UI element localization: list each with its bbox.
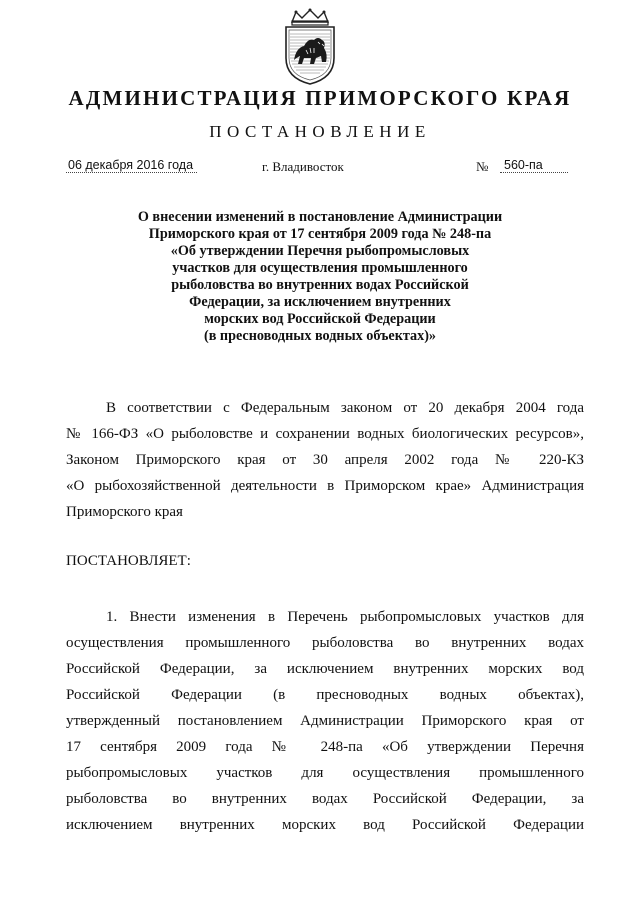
document-city: г. Владивосток [262,159,344,174]
paragraph-line: рыбопромысловых участков для осуществления промышленного [66,765,584,781]
paragraph-line: Приморского края [66,504,183,520]
paragraph-line: Законом Приморского края от 30 апреля 2002 года № 220-КЗ [66,452,584,468]
heading-line: (в пресноводных водных объектах)» [203,328,437,344]
heading-line: «Об утверждении Перечня рыбопромысловых [170,243,470,259]
heading-line: Приморского края от 17 сентября 2009 года № 248-па [148,226,492,242]
document-meta [0,158,640,180]
paragraph-line: утвержденный постановлением Администрации Приморского края от [66,713,584,729]
paragraph-line: № 166-ФЗ «О рыболовстве и сохранении водных биологических ресурсов», [66,426,584,442]
paragraph-line: В соответствии с Федеральным законом от 20 декабря 2004 года [106,400,584,416]
paragraph-line: Российской Федерации, за исключением внутренних морских вод [66,661,584,677]
document-heading [120,209,520,345]
resolves-heading: ПОСТАНОВЛЯЕТ: [66,553,191,569]
heading-line: О внесении изменений в постановление Администрации [137,209,503,225]
paragraph-line: 17 сентября 2009 года № 248-па «Об утверждении Перечня [66,739,584,755]
paragraph-line: осуществления промышленного рыболовства во внутренних водах [66,635,584,651]
paragraph-line: рыболовства во внутренних водах Российской Федерации, за [66,791,584,807]
paragraph-line: «О рыбохозяйственной деятельности в Приморском крае» Администрация [66,478,584,494]
paragraph-line: 1. Внести изменения в Перечень рыбопромысловых участков для [106,609,584,625]
organization-title: АДМИНИСТРАЦИЯ ПРИМОРСКОГО КРАЯ [68,86,572,110]
item-1-paragraph [66,604,584,838]
document-type: ПОСТАНОВЛЕНИЕ [209,122,431,141]
heading-line: рыболовства во внутренних водах Российской [171,277,469,293]
number-sign: № [476,159,489,174]
heading-line: участков для осуществления промышленного [172,260,468,276]
document-number: 560-па [500,158,568,173]
document-date: 06 декабря 2016 года [66,158,197,173]
paragraph-line: Российской Федерации (в пресноводных водных объектах), [66,687,584,703]
heading-line: морских вод Российской Федерации [204,311,436,327]
paragraph-line: исключением внутренних морских вод Российской Федерации [66,817,584,833]
heading-line: Федерации, за исключением внутренних [189,294,451,310]
preamble-paragraph [66,395,584,525]
coat-of-arms-icon [278,8,342,86]
